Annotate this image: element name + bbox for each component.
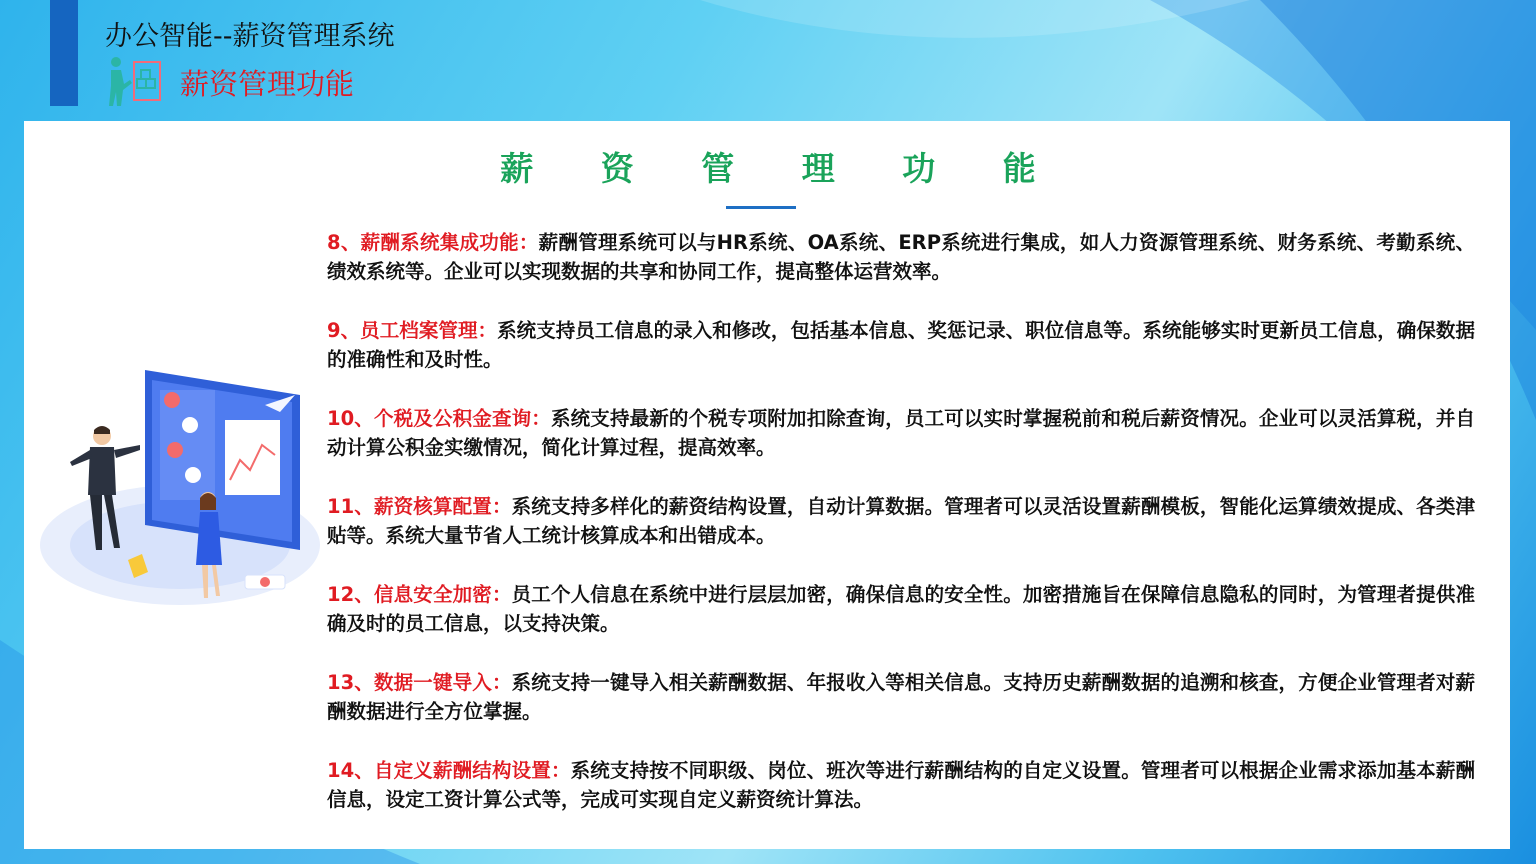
list-item — [327, 668, 1475, 726]
panel-title: 薪 资 管 理 功 能 — [500, 149, 1064, 188]
list-item — [327, 228, 1475, 286]
list-item — [327, 316, 1475, 374]
section-heading — [108, 56, 354, 108]
feature-list — [327, 228, 1475, 844]
item-label: 13、数据一键导入： — [327, 671, 512, 694]
item-text: 员工个人信息在系统中进行层层加密，确保信息的安全性。加密措施旨在保障信息隐私的同时，为管理者提供准确及时的员工信息，以支持决策。 — [327, 583, 1475, 635]
page-title: 办公智能--薪资管理系统 — [105, 21, 395, 52]
list-item — [327, 404, 1475, 462]
item-label: 10、个税及公积金查询： — [327, 407, 551, 430]
item-text: 薪酬管理系统可以与HR系统、OA系统、ERP系统进行集成，如人力资源管理系统、财务系统、考勤系统、绩效系统等。企业可以实现数据的共享和协同工作，提高整体运营效率。 — [327, 231, 1475, 283]
item-label: 11、薪资核算配置： — [327, 495, 512, 518]
item-label: 9、员工档案管理： — [327, 319, 498, 342]
item-label: 12、信息安全加密： — [327, 583, 512, 606]
list-item — [327, 580, 1475, 638]
list-item — [327, 756, 1475, 814]
business-dashboard-illustration — [30, 350, 320, 620]
item-label: 14、自定义薪酬结构设置： — [327, 759, 571, 782]
item-text: 系统支持员工信息的录入和修改，包括基本信息、奖惩记录、职位信息等。系统能够实时更新员工信息，确保数据的准确性和及时性。 — [327, 319, 1475, 371]
list-item — [327, 492, 1475, 550]
item-text: 系统支持一键导入相关薪酬数据、年报收入等相关信息。支持历史薪酬数据的追溯和核查，方便企业管理者对薪酬数据进行全方位掌握。 — [327, 671, 1475, 723]
item-text: 系统支持按不同职级、岗位、班次等进行薪酬结构的自定义设置。管理者可以根据企业需求添加基本薪酬信息，设定工资计算公式等，完成可实现自定义薪资统计算法。 — [327, 759, 1475, 811]
title-underline — [726, 206, 796, 209]
item-text: 系统支持多样化的薪资结构设置，自动计算数据。管理者可以灵活设置薪酬模板，智能化运算绩效提成、各类津贴等。系统大量节省人工统计核算成本和出错成本。 — [327, 495, 1475, 547]
item-label: 8、薪酬系统集成功能： — [327, 231, 539, 254]
header-accent-bar — [50, 0, 78, 106]
section-subtitle: 薪资管理功能 — [180, 66, 355, 101]
item-text: 系统支持最新的个税专项附加扣除查询，员工可以实时掌握税前和税后薪资情况。企业可以灵活算税，并自动计算公积金实缴情况，简化计算过程，提高效率。 — [327, 407, 1475, 459]
presenter-icon — [108, 56, 166, 108]
